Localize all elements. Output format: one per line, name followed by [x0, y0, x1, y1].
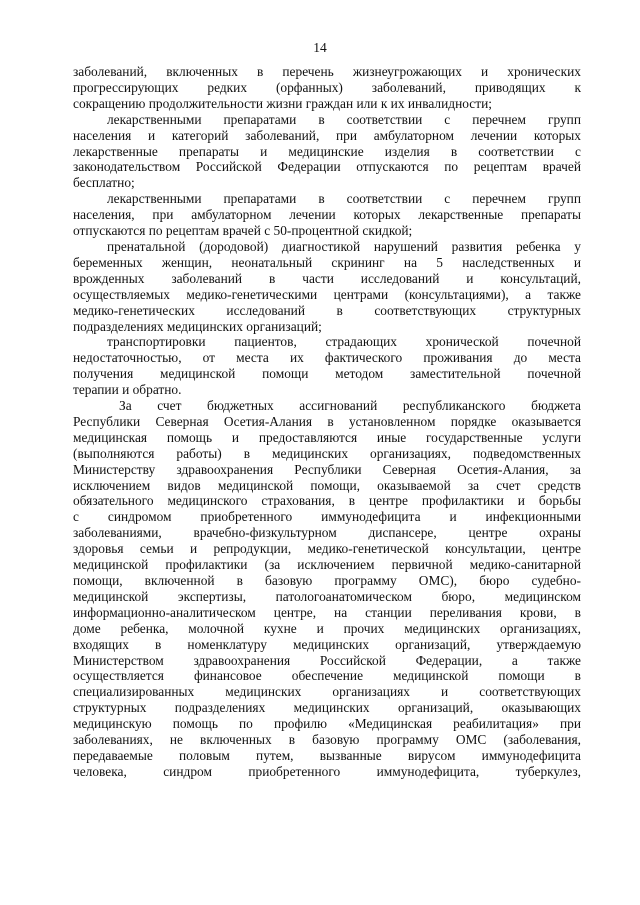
text-line: заболеваний, включенных в перечень жизнеугрожающих и хронических: [73, 64, 581, 79]
text-line: сокращению продолжительности жизни граждан или к их инвалидности;: [73, 95, 492, 111]
text-line: здоровья семьи и репродукции, медико-генетической консультации, центре: [73, 541, 581, 557]
text-line: транспортировки пациентов, страдающих хронической почечной: [107, 334, 581, 350]
text-line: медицинской профилактики (за исключением первичной медико-санитарной: [73, 557, 581, 573]
text-line: получения медицинской помощи методом заместительной почечной: [73, 366, 581, 382]
text-line: медицинской экспертизы, патологоанатомическом бюро, медицинском: [73, 588, 581, 604]
text-line: терапии и обратно.: [73, 382, 182, 398]
text-line: населения, при амбулаторном лечении которых лекарственные препараты: [73, 207, 581, 223]
text-line: структурных подразделениях медицинских организаций, оказывающих: [73, 700, 581, 716]
paragraph-discount-prescriptions: [73, 191, 581, 239]
text-line: отпускаются по рецептам врачей с 50-процентной скидкой;: [73, 223, 413, 239]
text-line: заболеваниях, не включенных в базовую программу ОМС (заболевания,: [73, 732, 581, 748]
text-line: беременных женщин, неонатальный скрининг на 5 наследственных и: [73, 254, 581, 270]
text-line: За счет бюджетных ассигнований республиканского бюджета: [119, 398, 581, 414]
text-line: населения и категорий заболеваний, при амбулаторном лечении которых: [73, 127, 581, 143]
text-line: осуществляется финансовое обеспечение медицинской помощи в: [73, 668, 581, 684]
text-line: медико-генетических исследований в соответствующих структурных: [73, 302, 581, 318]
text-line: прогрессирующих редких (орфанных) заболеваний, приводящих к: [73, 79, 581, 95]
text-line: пренатальной (дородовой) диагностикой нарушений развития ребенка у: [107, 238, 581, 254]
text-line: (выполняются работы) в медицинских организациях, подведомственных: [73, 445, 581, 461]
text-line: передаваемые половым путем, вызванные вирусом иммунодефицита: [73, 747, 581, 763]
text-line: бесплатно;: [73, 175, 135, 191]
text-line: лекарственные препараты и медицинские изделия в соответствии с: [73, 143, 581, 159]
text-line: законодательством Российской Федерации отпускаются по рецептам врачей: [73, 159, 581, 175]
paragraph-republican-budget: [73, 398, 581, 780]
text-line: исключением видов медицинской помощи, оказываемой за счет средств: [73, 477, 581, 493]
text-line: лекарственными препаратами в соответствии с перечнем групп: [107, 191, 581, 207]
text-line: обязательного медицинского страхования, в центре профилактики и борьбы: [73, 493, 581, 509]
paragraph-prenatal-diagnostics: [73, 239, 581, 334]
paragraph-patient-transport: [73, 334, 581, 398]
text-line: человека, синдром приобретенного иммунодефицита, туберкулез,: [73, 763, 581, 779]
text-line: Министерству здравоохранения Республики Северная Осетия-Алания, за: [73, 461, 581, 477]
text-line: доме ребенка, молочной кухне и прочих медицинских организациях,: [73, 620, 581, 636]
text-line: медицинскую помощь по профилю «Медицинская реабилитация» при: [73, 716, 581, 732]
text-line: помощи, включенной в базовую программу ОМС), бюро судебно-: [73, 573, 581, 588]
text-line: медицинская помощь и предоставляются иные государственные услуги: [73, 429, 581, 445]
text-line: недостаточностью, от места их фактического проживания до места: [73, 350, 581, 366]
text-line: информационно-аналитическом центре, на станции переливания крови, в: [73, 604, 581, 620]
text-line: с синдромом приобретенного иммунодефицита и инфекционными: [73, 509, 581, 525]
text-line: Республики Северная Осетия-Алания в установленном порядке оказывается: [73, 413, 581, 429]
paragraph-free-prescriptions: [73, 112, 581, 192]
page-number: 14: [313, 40, 327, 55]
text-line: Министерством здравоохранения Российской Федерации, а также: [73, 652, 581, 668]
text-line: подразделениях медицинских организаций;: [73, 318, 322, 334]
document-body: [73, 64, 581, 780]
text-line: специализированных медицинских организациях и соответствующих: [73, 684, 581, 700]
paragraph-rare-diseases-continuation: [73, 64, 581, 112]
text-line: врожденных заболеваний в части исследований и консультаций,: [73, 270, 581, 286]
text-line: осуществляемых медико-генетическими центрами (консультациями), а также: [73, 286, 581, 302]
text-line: заболеваниями, врачебно-физкультурном диспансере, центре охраны: [73, 525, 581, 541]
text-line: входящих в номенклатуру медицинских организаций, утверждаемую: [73, 636, 581, 652]
text-line: лекарственными препаратами в соответствии с перечнем групп: [107, 111, 581, 127]
